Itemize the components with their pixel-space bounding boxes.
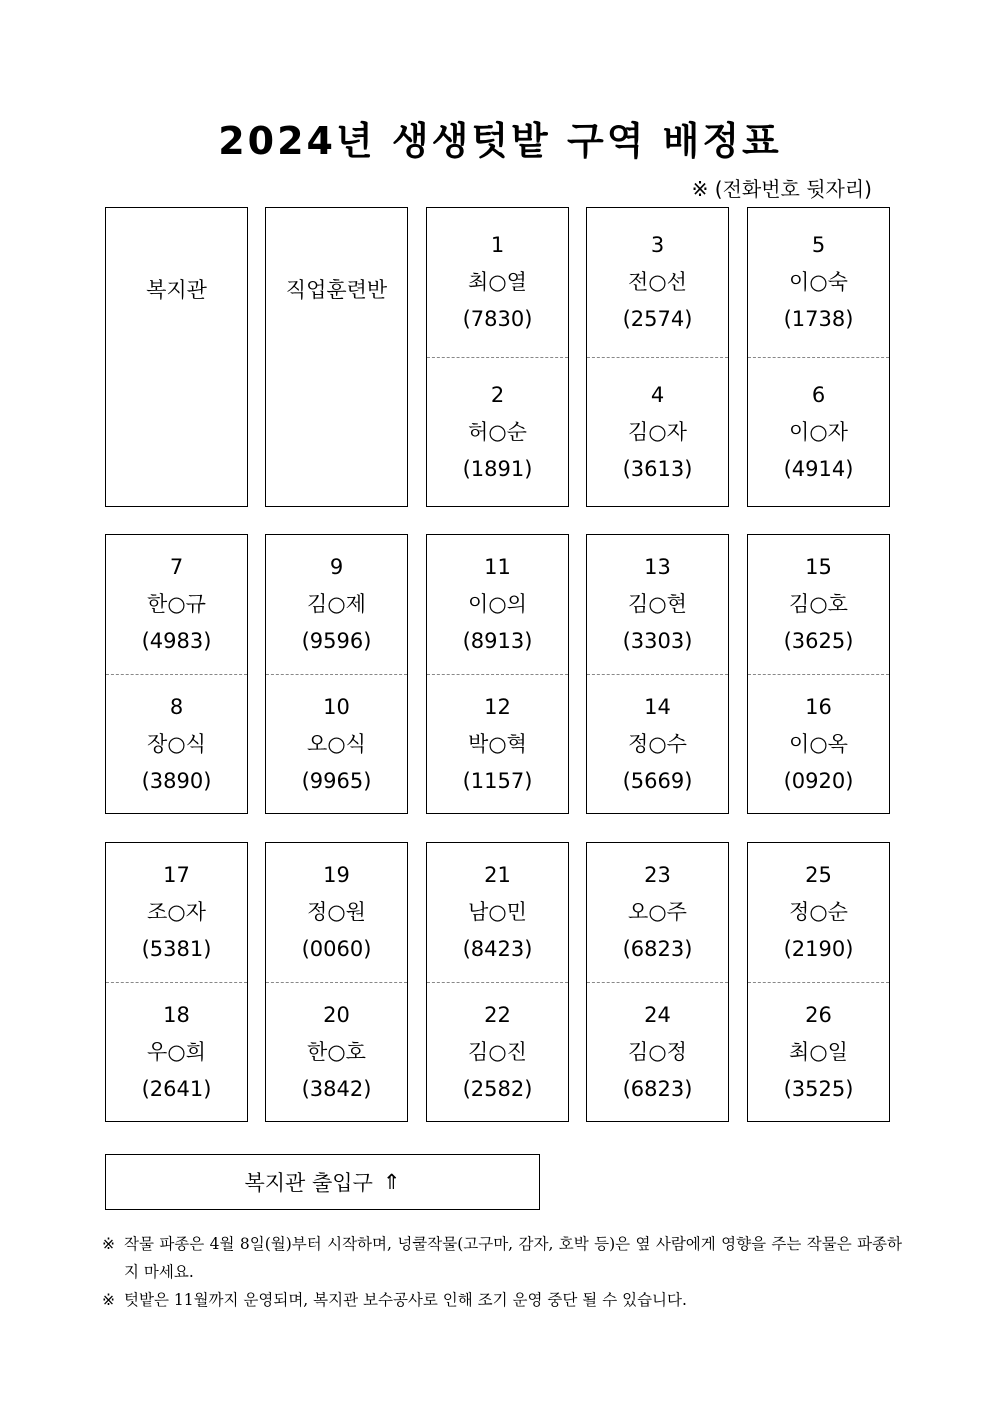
- plot-23: [587, 843, 728, 982]
- plot-number: 2: [490, 382, 505, 407]
- plot-number: 7: [169, 555, 184, 580]
- plot-name: 최○일: [789, 1039, 848, 1064]
- plot-box-9-10: [265, 534, 408, 814]
- plot-10: [266, 674, 407, 814]
- plot-number: 9: [329, 555, 344, 580]
- plot-21: [427, 843, 568, 982]
- plot-name: 이○숙: [789, 270, 848, 295]
- plot-phone: (2574): [622, 307, 693, 332]
- plot-name: 이○자: [789, 419, 848, 444]
- plot-phone: (0060): [301, 937, 372, 962]
- box-welfare-center: [105, 207, 248, 507]
- plot-number: 14: [644, 694, 671, 719]
- plot-7: [106, 535, 247, 674]
- plot-phone: (1738): [783, 307, 854, 332]
- plot-25: [748, 843, 889, 982]
- plot-phone: (3890): [141, 768, 212, 793]
- plot-name: 남○민: [468, 900, 527, 925]
- plot-box-25-26: [747, 842, 890, 1122]
- plot-name: 김○호: [789, 592, 848, 617]
- plot-number: 26: [805, 1002, 832, 1027]
- plot-number: 6: [811, 382, 826, 407]
- plot-phone: (9596): [301, 629, 372, 654]
- plot-name: 이○의: [468, 592, 527, 617]
- plot-box-3-4: [586, 207, 729, 507]
- plot-box-17-18: [105, 842, 248, 1122]
- plot-6: [748, 357, 889, 507]
- plot-24: [587, 982, 728, 1122]
- plot-18: [106, 982, 247, 1122]
- plot-phone: (3842): [301, 1076, 372, 1101]
- plot-name: 한○규: [147, 592, 206, 617]
- plot-name: 김○제: [307, 592, 366, 617]
- plot-number: 15: [805, 555, 832, 580]
- plot-phone: (1157): [462, 768, 533, 793]
- plot-4: [587, 357, 728, 507]
- note-text: 텃밭은 11월까지 운영되며, 복지관 보수공사로 인해 조기 운영 중단 될 수 있습니다.: [124, 1291, 687, 1309]
- plot-phone: (2582): [462, 1076, 533, 1101]
- plot-box-11-12: [426, 534, 569, 814]
- plot-name: 한○호: [307, 1039, 366, 1064]
- plot-number: 5: [811, 233, 826, 258]
- plot-name: 허○순: [468, 419, 527, 444]
- plot-phone: (2190): [783, 937, 854, 962]
- plot-name: 최○열: [468, 270, 527, 295]
- plot-11: [427, 535, 568, 674]
- plot-phone: (8423): [462, 937, 533, 962]
- plot-9: [266, 535, 407, 674]
- plot-box-15-16: [747, 534, 890, 814]
- plot-box-21-22: [426, 842, 569, 1122]
- welfare-center-label: 복지관: [146, 278, 207, 302]
- entrance-label: 복지관 출입구: [244, 1171, 373, 1195]
- note-mark: ※: [102, 1291, 115, 1309]
- plot-19: [266, 843, 407, 982]
- page-title: 2024년 생생텃밭 구역 배정표: [218, 119, 782, 163]
- plot-phone: (2641): [141, 1076, 212, 1101]
- plot-phone: (9965): [301, 768, 372, 793]
- plot-number: 21: [484, 863, 511, 888]
- plot-name: 김○현: [628, 592, 687, 617]
- plot-16: [748, 674, 889, 814]
- vocational-training-label: 직업훈련반: [285, 278, 388, 302]
- plot-name: 정○순: [789, 900, 848, 925]
- plot-15: [748, 535, 889, 674]
- plot-name: 김○자: [628, 419, 687, 444]
- plot-phone: (6823): [622, 1076, 693, 1101]
- plot-number: 10: [323, 694, 350, 719]
- entrance-box: [105, 1154, 540, 1210]
- plot-name: 김○정: [628, 1039, 687, 1064]
- plot-phone: (3303): [622, 629, 693, 654]
- plot-3: [587, 208, 728, 357]
- plot-name: 김○진: [468, 1039, 527, 1064]
- plot-phone: (6823): [622, 937, 693, 962]
- plot-number: 25: [805, 863, 832, 888]
- plot-26: [748, 982, 889, 1122]
- plot-phone: (7830): [462, 307, 533, 332]
- plot-22: [427, 982, 568, 1122]
- note-item: [102, 1286, 902, 1314]
- plot-name: 전○선: [628, 270, 687, 295]
- plot-number: 8: [169, 694, 184, 719]
- plot-number: 11: [484, 555, 511, 580]
- plot-number: 24: [644, 1002, 671, 1027]
- plot-5: [748, 208, 889, 357]
- plot-number: 19: [323, 863, 350, 888]
- plot-17: [106, 843, 247, 982]
- up-arrow-icon: ⇑: [382, 1170, 401, 1194]
- plot-number: 16: [805, 694, 832, 719]
- note-text: 작물 파종은 4월 8일(월)부터 시작하며, 넝쿨작물(고구마, 감자, 호박 등)은 옆 사람에게 영향을 주는 작물은 파종하지 마세요.: [124, 1235, 902, 1281]
- note-item: [102, 1230, 902, 1286]
- plot-phone: (5669): [622, 768, 693, 793]
- plot-phone: (8913): [462, 629, 533, 654]
- plot-number: 22: [484, 1002, 511, 1027]
- plot-box-1-2: [426, 207, 569, 507]
- plot-20: [266, 982, 407, 1122]
- plot-13: [587, 535, 728, 674]
- plot-1: [427, 208, 568, 357]
- plot-name: 박○혁: [468, 731, 527, 756]
- plot-8: [106, 674, 247, 814]
- plot-name: 이○옥: [789, 731, 848, 756]
- plot-phone: (1891): [462, 456, 533, 481]
- notes: [102, 1230, 902, 1314]
- plot-number: 4: [650, 382, 665, 407]
- plot-number: 13: [644, 555, 671, 580]
- plot-number: 1: [490, 233, 505, 258]
- phone-note: ※ (전화번호 뒷자리): [691, 177, 872, 201]
- plot-box-19-20: [265, 842, 408, 1122]
- plot-phone: (5381): [141, 937, 212, 962]
- plot-number: 12: [484, 694, 511, 719]
- plot-name: 장○식: [147, 731, 206, 756]
- plot-name: 오○식: [307, 731, 366, 756]
- plot-number: 3: [650, 233, 665, 258]
- plot-12: [427, 674, 568, 814]
- plot-phone: (3625): [783, 629, 854, 654]
- plot-number: 23: [644, 863, 671, 888]
- plot-number: 20: [323, 1002, 350, 1027]
- plot-box-23-24: [586, 842, 729, 1122]
- plot-number: 17: [163, 863, 190, 888]
- note-mark: ※: [102, 1235, 115, 1253]
- plot-name: 정○원: [307, 900, 366, 925]
- plot-name: 조○자: [147, 900, 206, 925]
- plot-box-13-14: [586, 534, 729, 814]
- plot-phone: (0920): [783, 768, 854, 793]
- plot-name: 오○주: [628, 900, 687, 925]
- plot-number: 18: [163, 1002, 190, 1027]
- plot-14: [587, 674, 728, 814]
- plot-phone: (3613): [622, 456, 693, 481]
- plot-phone: (3525): [783, 1076, 854, 1101]
- plot-name: 정○수: [628, 731, 687, 756]
- plot-phone: (4914): [783, 456, 854, 481]
- plot-phone: (4983): [141, 629, 212, 654]
- plot-2: [427, 357, 568, 507]
- box-vocational-training: [265, 207, 408, 507]
- plot-box-7-8: [105, 534, 248, 814]
- plot-name: 우○희: [147, 1039, 206, 1064]
- plot-box-5-6: [747, 207, 890, 507]
